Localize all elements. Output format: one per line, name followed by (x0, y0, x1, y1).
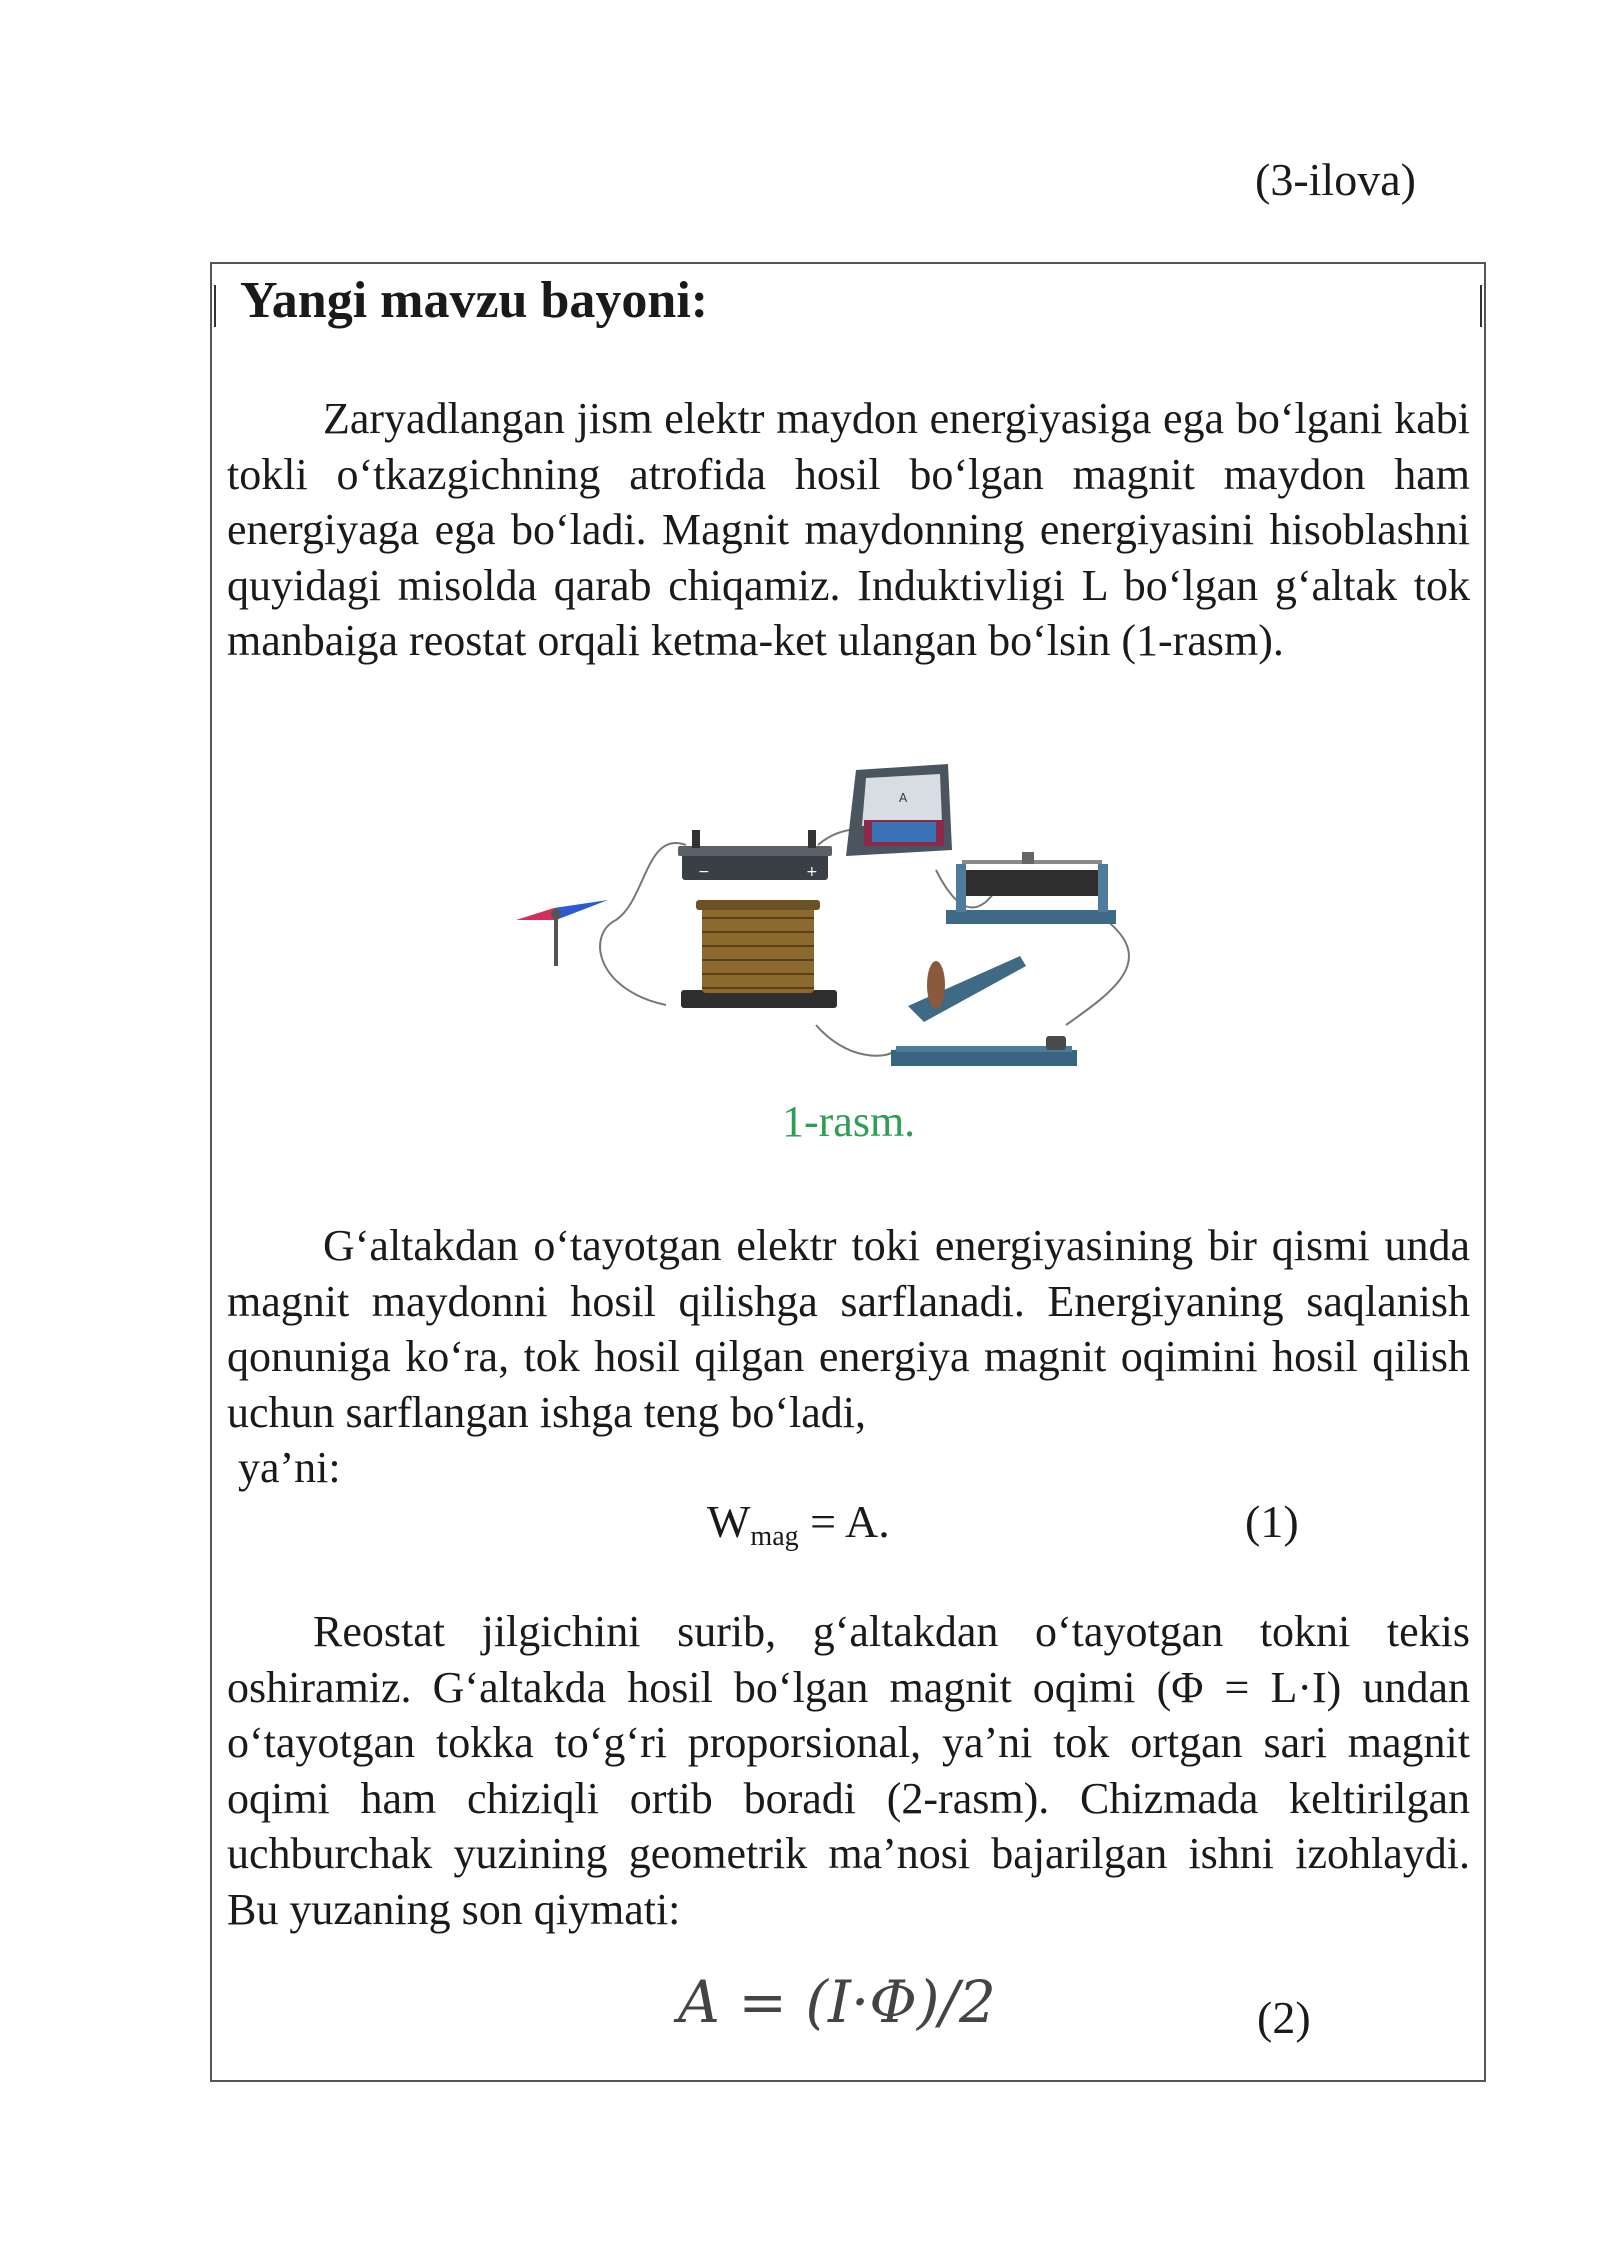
equation-1-lhs: W (707, 1496, 751, 1547)
compass-needle-icon (516, 900, 608, 966)
paragraph-rheostat-text: Reostat jilgichini surib, g‘altakdan o‘tayotgan tokni tekis oshiramiz. G‘altakda hosil bo‘lgan magnit oqimi (Φ = L·I) undan o‘tayotgan tokka to‘g‘ri proporsional, ya’ni tok ortgan sari magnit oqimi ham chiziqli ortib boradi (2-rasm). Chizmada keltirilgan uchburchak yuzining geometrik ma’nosi bajarilgan ishni izohlaydi. Bu yuzaning son qiymati: (227, 1607, 1470, 1934)
coil-icon (681, 900, 837, 1008)
equation-1 (707, 1492, 890, 1567)
equation-2-number: (2) (1257, 1992, 1311, 2043)
paragraph-intro (227, 391, 1470, 669)
figure-caption: 1-rasm. (782, 1097, 916, 1146)
appendix-label: (3-ilova) (1255, 154, 1416, 205)
paragraph-energy (227, 1218, 1470, 1440)
frame-tick-left (214, 285, 216, 327)
battery-minus-label: − (698, 864, 710, 880)
equation-1-number: (1) (1245, 1496, 1299, 1547)
yani-label: ya’ni: (238, 1443, 341, 1492)
frame-tick-right (1480, 285, 1482, 327)
wire (600, 843, 686, 1005)
battery-icon (678, 830, 832, 880)
equation-1-subscript: mag (750, 1521, 799, 1552)
ammeter-icon (846, 764, 952, 856)
rheostat-icon (946, 852, 1116, 924)
equation-2: A = (I·Φ)/2 (678, 1968, 996, 2036)
paragraph-intro-text: Zaryadlangan jism elektr maydon energiyasiga ega bo‘lgani kabi tokli o‘tkazgichning atrofida hosil bo‘lgan magnit maydon ham energiyaga ega bo‘ladi. Magnit maydonning energiyasini hisoblashni quyidagi misolda qarab chiqamiz. Induktivligi L bo‘lgan g‘altak tok manbaiga reostat orqali ketma-ket ulangan bo‘lsin (1-rasm). (227, 394, 1470, 665)
paragraph-energy-text: G‘altakdan o‘tayotgan elektr toki energiyasining bir qismi unda magnit maydonni hosil qilishga sarflanadi. Energiyaning saqlanish qonuniga ko‘ra, tok hosil qilgan energiya magnit oqimini hosil qilish uchun sarflangan ishga teng bo‘ladi, (227, 1221, 1470, 1437)
section-heading: Yangi mavzu bayoni: (240, 272, 709, 329)
knife-switch-icon (891, 956, 1077, 1066)
wire (1066, 920, 1129, 1025)
battery-plus-label: + (806, 864, 818, 880)
wire (816, 1025, 896, 1056)
equation-1-rhs: = A. (798, 1496, 890, 1547)
ammeter-letter: A (899, 791, 908, 805)
circuit-figure (516, 760, 1142, 1080)
paragraph-rheostat (227, 1604, 1470, 1937)
